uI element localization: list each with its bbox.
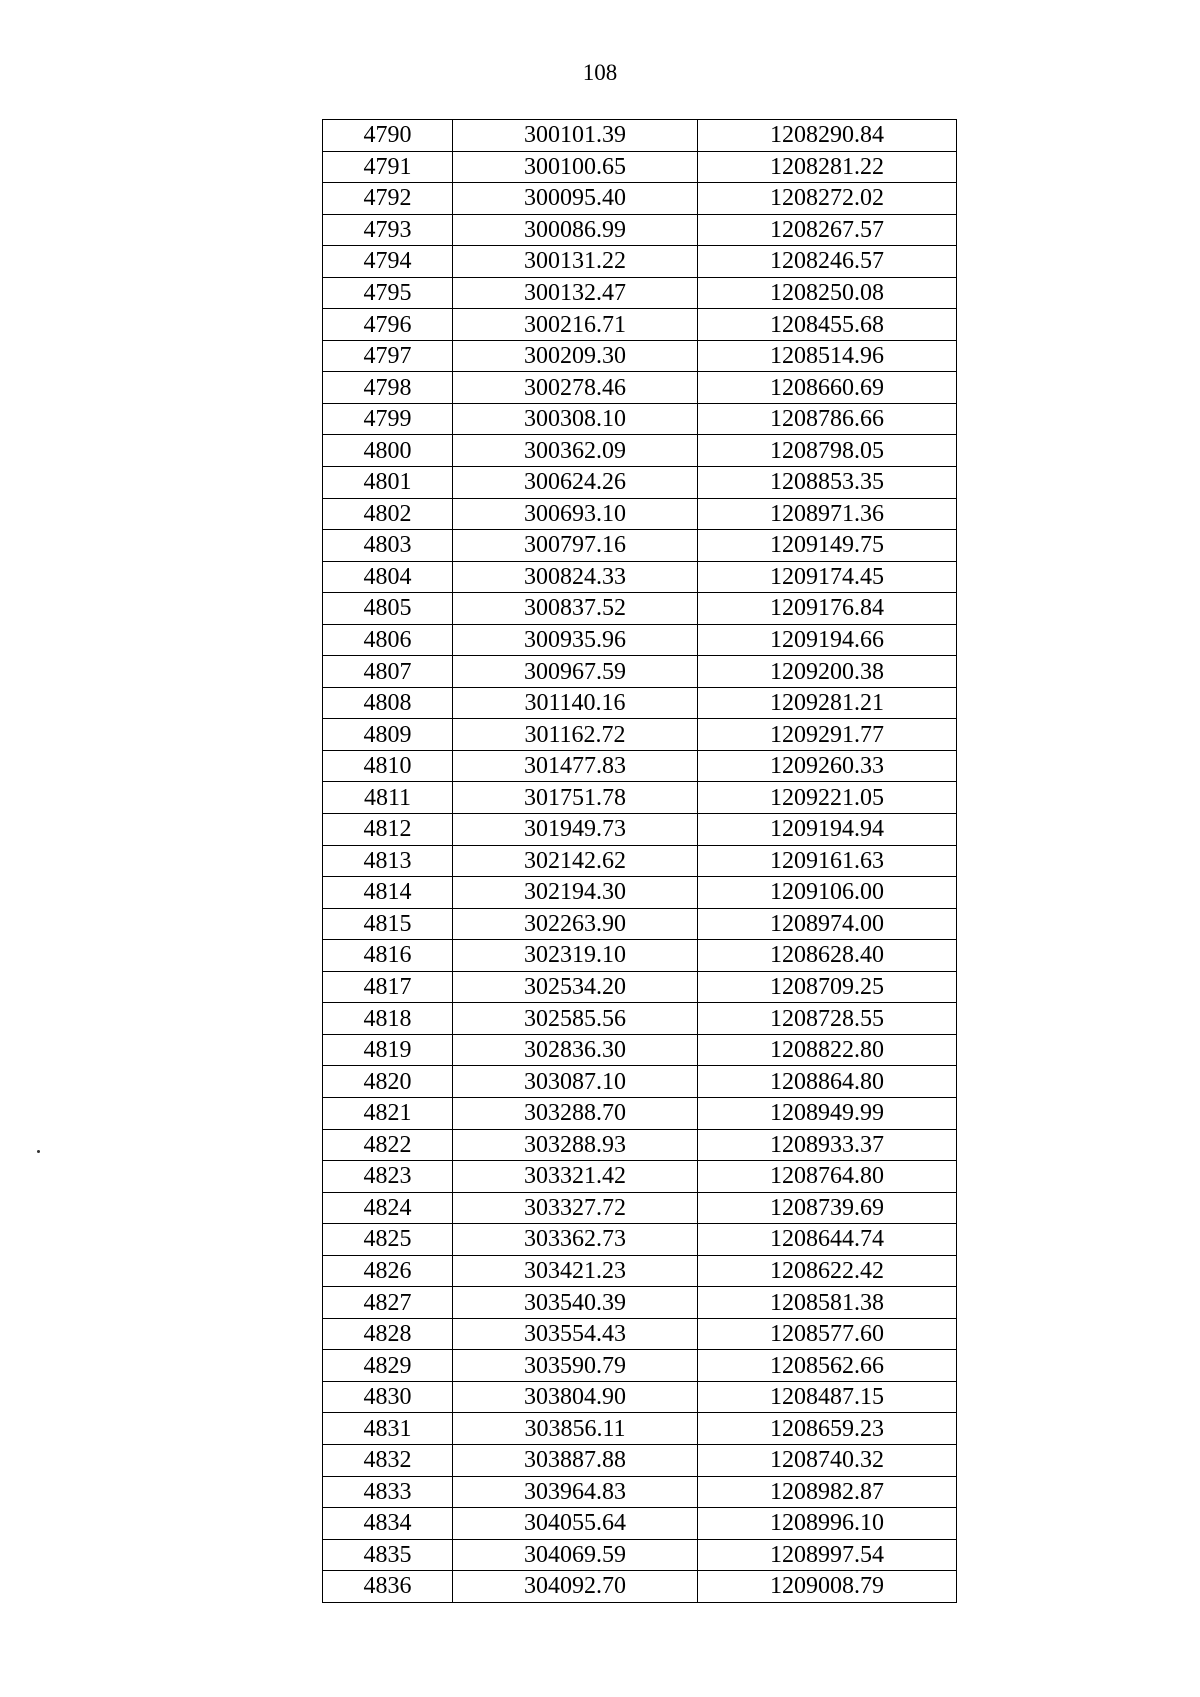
x-coordinate-cell: 302194.30: [453, 877, 698, 909]
point-number-cell: 4830: [323, 1381, 453, 1413]
y-coordinate-cell: 1209174.45: [698, 561, 957, 593]
table-row: [323, 782, 957, 814]
y-coordinate-cell: 1209194.94: [698, 814, 957, 846]
x-coordinate-cell: 303964.83: [453, 1476, 698, 1508]
point-number-cell: 4815: [323, 908, 453, 940]
point-number-cell: 4823: [323, 1161, 453, 1193]
x-coordinate-cell: 303321.42: [453, 1161, 698, 1193]
y-coordinate-cell: 1208709.25: [698, 971, 957, 1003]
y-coordinate-cell: 1208660.69: [698, 372, 957, 404]
table-row: [323, 1476, 957, 1508]
table-row: [323, 1413, 957, 1445]
point-number-cell: 4820: [323, 1066, 453, 1098]
y-coordinate-cell: 1208974.00: [698, 908, 957, 940]
point-number-cell: 4802: [323, 498, 453, 530]
x-coordinate-cell: 300278.46: [453, 372, 698, 404]
point-number-cell: 4819: [323, 1034, 453, 1066]
table-row: [323, 1066, 957, 1098]
y-coordinate-cell: 1208822.80: [698, 1034, 957, 1066]
point-number-cell: 4809: [323, 719, 453, 751]
table-row: [323, 1161, 957, 1193]
x-coordinate-cell: 300209.30: [453, 340, 698, 372]
point-number-cell: 4795: [323, 277, 453, 309]
y-coordinate-cell: 1209176.84: [698, 593, 957, 625]
table-row: [323, 214, 957, 246]
x-coordinate-cell: 300967.59: [453, 656, 698, 688]
point-number-cell: 4818: [323, 1003, 453, 1035]
y-coordinate-cell: 1209281.21: [698, 687, 957, 719]
x-coordinate-cell: 303554.43: [453, 1318, 698, 1350]
y-coordinate-cell: 1209200.38: [698, 656, 957, 688]
y-coordinate-cell: 1208728.55: [698, 1003, 957, 1035]
x-coordinate-cell: 300100.65: [453, 151, 698, 183]
x-coordinate-cell: 300824.33: [453, 561, 698, 593]
x-coordinate-cell: 300086.99: [453, 214, 698, 246]
point-number-cell: 4814: [323, 877, 453, 909]
y-coordinate-cell: 1208853.35: [698, 467, 957, 499]
table-row: [323, 593, 957, 625]
point-number-cell: 4793: [323, 214, 453, 246]
y-coordinate-cell: 1209260.33: [698, 750, 957, 782]
coordinates-table: [322, 119, 957, 1603]
x-coordinate-cell: 300797.16: [453, 530, 698, 562]
point-number-cell: 4798: [323, 372, 453, 404]
point-number-cell: 4811: [323, 782, 453, 814]
point-number-cell: 4825: [323, 1224, 453, 1256]
table-row: [323, 435, 957, 467]
coordinates-table-container: [322, 119, 956, 1603]
table-row: [323, 1318, 957, 1350]
x-coordinate-cell: 303327.72: [453, 1192, 698, 1224]
table-row: [323, 940, 957, 972]
table-row: [323, 1444, 957, 1476]
x-coordinate-cell: 300624.26: [453, 467, 698, 499]
y-coordinate-cell: 1208455.68: [698, 309, 957, 341]
point-number-cell: 4791: [323, 151, 453, 183]
y-coordinate-cell: 1209106.00: [698, 877, 957, 909]
x-coordinate-cell: 303590.79: [453, 1350, 698, 1382]
y-coordinate-cell: 1209008.79: [698, 1571, 957, 1603]
table-row: [323, 687, 957, 719]
table-row: [323, 1381, 957, 1413]
y-coordinate-cell: 1208864.80: [698, 1066, 957, 1098]
point-number-cell: 4801: [323, 467, 453, 499]
y-coordinate-cell: 1208997.54: [698, 1539, 957, 1571]
table-row: [323, 1192, 957, 1224]
table-row: [323, 750, 957, 782]
point-number-cell: 4799: [323, 403, 453, 435]
y-coordinate-cell: 1208514.96: [698, 340, 957, 372]
point-number-cell: 4827: [323, 1287, 453, 1319]
table-row: [323, 151, 957, 183]
y-coordinate-cell: 1208246.57: [698, 246, 957, 278]
table-row: [323, 183, 957, 215]
x-coordinate-cell: 303887.88: [453, 1444, 698, 1476]
point-number-cell: 4805: [323, 593, 453, 625]
point-number-cell: 4821: [323, 1097, 453, 1129]
x-coordinate-cell: 303288.93: [453, 1129, 698, 1161]
point-number-cell: 4832: [323, 1444, 453, 1476]
x-coordinate-cell: 303087.10: [453, 1066, 698, 1098]
x-coordinate-cell: 303804.90: [453, 1381, 698, 1413]
table-row: [323, 719, 957, 751]
x-coordinate-cell: 301949.73: [453, 814, 698, 846]
y-coordinate-cell: 1208786.66: [698, 403, 957, 435]
x-coordinate-cell: 300308.10: [453, 403, 698, 435]
x-coordinate-cell: 300362.09: [453, 435, 698, 467]
table-row: [323, 971, 957, 1003]
point-number-cell: 4831: [323, 1413, 453, 1445]
x-coordinate-cell: 304069.59: [453, 1539, 698, 1571]
point-number-cell: 4826: [323, 1255, 453, 1287]
y-coordinate-cell: 1208272.02: [698, 183, 957, 215]
y-coordinate-cell: 1209291.77: [698, 719, 957, 751]
table-row: [323, 1539, 957, 1571]
x-coordinate-cell: 300132.47: [453, 277, 698, 309]
y-coordinate-cell: 1209221.05: [698, 782, 957, 814]
table-row: [323, 624, 957, 656]
y-coordinate-cell: 1208281.22: [698, 151, 957, 183]
x-coordinate-cell: 303540.39: [453, 1287, 698, 1319]
table-row: [323, 814, 957, 846]
x-coordinate-cell: 301162.72: [453, 719, 698, 751]
y-coordinate-cell: 1208996.10: [698, 1508, 957, 1540]
point-number-cell: 4803: [323, 530, 453, 562]
table-row: [323, 277, 957, 309]
x-coordinate-cell: 303288.70: [453, 1097, 698, 1129]
table-row: [323, 845, 957, 877]
y-coordinate-cell: 1208628.40: [698, 940, 957, 972]
point-number-cell: 4800: [323, 435, 453, 467]
point-number-cell: 4794: [323, 246, 453, 278]
x-coordinate-cell: 300693.10: [453, 498, 698, 530]
page-number: 108: [582, 60, 618, 85]
x-coordinate-cell: 303362.73: [453, 1224, 698, 1256]
point-number-cell: 4836: [323, 1571, 453, 1603]
point-number-cell: 4807: [323, 656, 453, 688]
table-row: [323, 877, 957, 909]
x-coordinate-cell: 303856.11: [453, 1413, 698, 1445]
table-row: [323, 1255, 957, 1287]
table-row: [323, 530, 957, 562]
scan-speck: [37, 1150, 40, 1153]
point-number-cell: 4812: [323, 814, 453, 846]
table-row: [323, 309, 957, 341]
point-number-cell: 4828: [323, 1318, 453, 1350]
y-coordinate-cell: 1208982.87: [698, 1476, 957, 1508]
point-number-cell: 4797: [323, 340, 453, 372]
point-number-cell: 4817: [323, 971, 453, 1003]
y-coordinate-cell: 1208659.23: [698, 1413, 957, 1445]
point-number-cell: 4796: [323, 309, 453, 341]
table-row: [323, 1571, 957, 1603]
point-number-cell: 4808: [323, 687, 453, 719]
table-row: [323, 1003, 957, 1035]
y-coordinate-cell: 1208487.15: [698, 1381, 957, 1413]
y-coordinate-cell: 1208740.32: [698, 1444, 957, 1476]
x-coordinate-cell: 302534.20: [453, 971, 698, 1003]
point-number-cell: 4813: [323, 845, 453, 877]
x-coordinate-cell: 303421.23: [453, 1255, 698, 1287]
x-coordinate-cell: 301751.78: [453, 782, 698, 814]
y-coordinate-cell: 1208739.69: [698, 1192, 957, 1224]
y-coordinate-cell: 1208622.42: [698, 1255, 957, 1287]
table-row: [323, 1097, 957, 1129]
point-number-cell: 4824: [323, 1192, 453, 1224]
point-number-cell: 4810: [323, 750, 453, 782]
y-coordinate-cell: 1208764.80: [698, 1161, 957, 1193]
x-coordinate-cell: 302263.90: [453, 908, 698, 940]
table-row: [323, 1350, 957, 1382]
point-number-cell: 4792: [323, 183, 453, 215]
point-number-cell: 4829: [323, 1350, 453, 1382]
y-coordinate-cell: 1208250.08: [698, 277, 957, 309]
y-coordinate-cell: 1208933.37: [698, 1129, 957, 1161]
table-row: [323, 1287, 957, 1319]
table-row: [323, 498, 957, 530]
point-number-cell: 4822: [323, 1129, 453, 1161]
x-coordinate-cell: 302319.10: [453, 940, 698, 972]
table-row: [323, 403, 957, 435]
table-row: [323, 908, 957, 940]
table-row: [323, 1129, 957, 1161]
y-coordinate-cell: 1208949.99: [698, 1097, 957, 1129]
y-coordinate-cell: 1208267.57: [698, 214, 957, 246]
y-coordinate-cell: 1209161.63: [698, 845, 957, 877]
y-coordinate-cell: 1208577.60: [698, 1318, 957, 1350]
x-coordinate-cell: 300131.22: [453, 246, 698, 278]
x-coordinate-cell: 302142.62: [453, 845, 698, 877]
x-coordinate-cell: 302836.30: [453, 1034, 698, 1066]
y-coordinate-cell: 1208798.05: [698, 435, 957, 467]
x-coordinate-cell: 304055.64: [453, 1508, 698, 1540]
point-number-cell: 4790: [323, 120, 453, 152]
x-coordinate-cell: 304092.70: [453, 1571, 698, 1603]
x-coordinate-cell: 300095.40: [453, 183, 698, 215]
y-coordinate-cell: 1208290.84: [698, 120, 957, 152]
table-row: [323, 1508, 957, 1540]
y-coordinate-cell: 1209149.75: [698, 530, 957, 562]
table-row: [323, 120, 957, 152]
table-row: [323, 246, 957, 278]
point-number-cell: 4834: [323, 1508, 453, 1540]
table-row: [323, 1034, 957, 1066]
table-row: [323, 561, 957, 593]
point-number-cell: 4833: [323, 1476, 453, 1508]
x-coordinate-cell: 300837.52: [453, 593, 698, 625]
x-coordinate-cell: 301477.83: [453, 750, 698, 782]
x-coordinate-cell: 301140.16: [453, 687, 698, 719]
x-coordinate-cell: 300216.71: [453, 309, 698, 341]
y-coordinate-cell: 1209194.66: [698, 624, 957, 656]
y-coordinate-cell: 1208562.66: [698, 1350, 957, 1382]
point-number-cell: 4806: [323, 624, 453, 656]
table-row: [323, 467, 957, 499]
y-coordinate-cell: 1208971.36: [698, 498, 957, 530]
table-row: [323, 340, 957, 372]
y-coordinate-cell: 1208644.74: [698, 1224, 957, 1256]
point-number-cell: 4816: [323, 940, 453, 972]
x-coordinate-cell: 302585.56: [453, 1003, 698, 1035]
x-coordinate-cell: 300101.39: [453, 120, 698, 152]
table-row: [323, 656, 957, 688]
table-row: [323, 1224, 957, 1256]
point-number-cell: 4835: [323, 1539, 453, 1571]
point-number-cell: 4804: [323, 561, 453, 593]
table-row: [323, 372, 957, 404]
y-coordinate-cell: 1208581.38: [698, 1287, 957, 1319]
x-coordinate-cell: 300935.96: [453, 624, 698, 656]
coordinates-table-body: [323, 120, 957, 1603]
